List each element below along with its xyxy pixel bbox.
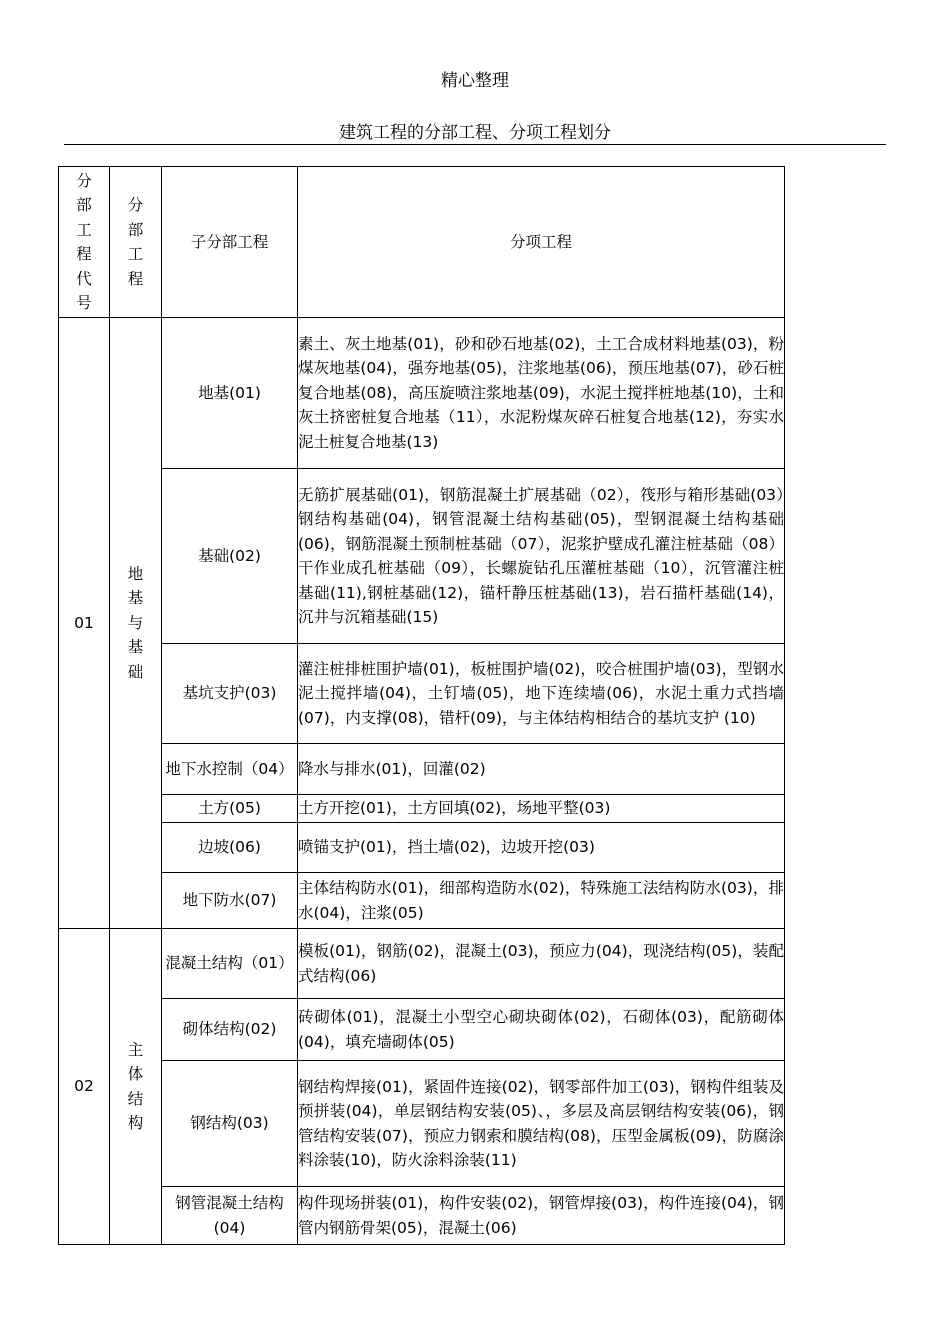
header-division: 分部工程: [110, 167, 162, 318]
table-row: [59, 795, 785, 823]
items-cell: 灌注桩排桩围护墙(01)，板桩围护墙(02)，咬合桩围护墙(03)，型钢水泥土搅拌墙(04)，土钉墙(05)，地下连续墙(06)，水泥土重力式挡墙(07)，内支撑(08)，错杆(09)，与主体结构相结合的基坑支护 (10): [298, 644, 785, 744]
table-row: [59, 1061, 785, 1187]
items-cell: 喷锚支护(01)，挡土墙(02)，边坡开挖(03): [298, 823, 785, 873]
division-code-cell: 02: [59, 929, 110, 1245]
subdivision-cell: 砌体结构(02): [162, 999, 298, 1061]
division-code-cell: 01: [59, 318, 110, 929]
subdivision-cell: 地基(01): [162, 318, 298, 469]
table-row: [59, 318, 785, 469]
items-cell: 降水与排水(01)，回灌(02): [298, 744, 785, 795]
items-cell: 主体结构防水(01)，细部构造防水(02)，特殊施工法结构防水(03)，排水(04)，注浆(05): [298, 873, 785, 929]
table-header-row: [59, 167, 785, 318]
subdivision-cell: 地下防水(07): [162, 873, 298, 929]
items-cell: 构件现场拼装(01)，构件安装(02)，钢管焊接(03)，构件连接(04)，钢管内钢筋骨架(05)，混凝土(06): [298, 1187, 785, 1245]
division-name-cell: 主体结构: [110, 929, 162, 1245]
items-cell: 土方开挖(01)，土方回填(02)，场地平整(03): [298, 795, 785, 823]
header-subdivision: 子分部工程: [162, 167, 298, 318]
table-row: [59, 1187, 785, 1245]
table-row: [59, 469, 785, 644]
items-cell: 素土、灰土地基(01)，砂和砂石地基(02)，土工合成材料地基(03)，粉煤灰地基(04)，强夯地基(05)，注浆地基(06)，预压地基(07)，砂石桩复合地基(08)，高压旋喷注浆地基(09)，水泥土搅拌桩地基(10)，土和灰土挤密桩复合地基（11），水泥粉煤灰碎石桩复合地基(12)，夯实水泥土桩复合地基(13): [298, 318, 785, 469]
header-division-code: 分部工程代号: [59, 167, 110, 318]
subdivision-cell: 钢结构(03): [162, 1061, 298, 1187]
subdivision-cell: 基坑支护(03): [162, 644, 298, 744]
document-title: 建筑工程的分部工程、分项工程划分: [339, 123, 611, 143]
division-table: [58, 166, 785, 1245]
table-row: [59, 929, 785, 999]
table-row: [59, 744, 785, 795]
subdivision-cell: 混凝土结构（01）: [162, 929, 298, 999]
subdivision-cell: 土方(05): [162, 795, 298, 823]
items-cell: 无筋扩展基础(01)，钢筋混凝土扩展基础（02），筏形与箱形基础(03）钢结构基础(04)，钢管混凝土结构基础(05)，型钢混凝土结构基础(06)，钢筋混凝土预制桩基础（07），泥浆护壁成孔灌注桩基础（08）干作业成孔桩基础（09），长螺旋钻孔压灌桩基础（10），沉管灌注桩基础(11),钢桩基础(12)，锚杆静压桩基础(13)，岩石描杆基础(14)，沉井与沉箱基础(15): [298, 469, 785, 644]
items-cell: 砖砌体(01)，混凝土小型空心砌块砌体(02)，石砌体(03)，配筋砌体(04)，填充墙砌体(05): [298, 999, 785, 1061]
table-row: [59, 999, 785, 1061]
items-cell: 模板(01)，钢筋(02)，混凝土(03)，预应力(04)，现浇结构(05)，装配式结构(06): [298, 929, 785, 999]
title-rule: [64, 144, 886, 145]
subdivision-cell: 边坡(06): [162, 823, 298, 873]
header-note: 精心整理: [441, 71, 509, 91]
items-cell: 钢结构焊接(01)，紧固件连接(02)，钢零部件加工(03)，钢构件组装及预拼装(04)，单层钢结构安装(05)、，多层及高层钢结构安装(06)，钢管结构安装(07)，预应力钢索和膜结构(08)，压型金属板(09)，防腐涂料涂装(10)，防火涂料涂装(11): [298, 1061, 785, 1187]
header-items: 分项工程: [298, 167, 785, 318]
division-name-cell: 地基与基础: [110, 318, 162, 929]
table-row: [59, 644, 785, 744]
table-row: [59, 873, 785, 929]
subdivision-cell: 钢管混凝土结构(04): [162, 1187, 298, 1245]
subdivision-cell: 基础(02): [162, 469, 298, 644]
table-row: [59, 823, 785, 873]
subdivision-cell: 地下水控制（04）: [162, 744, 298, 795]
